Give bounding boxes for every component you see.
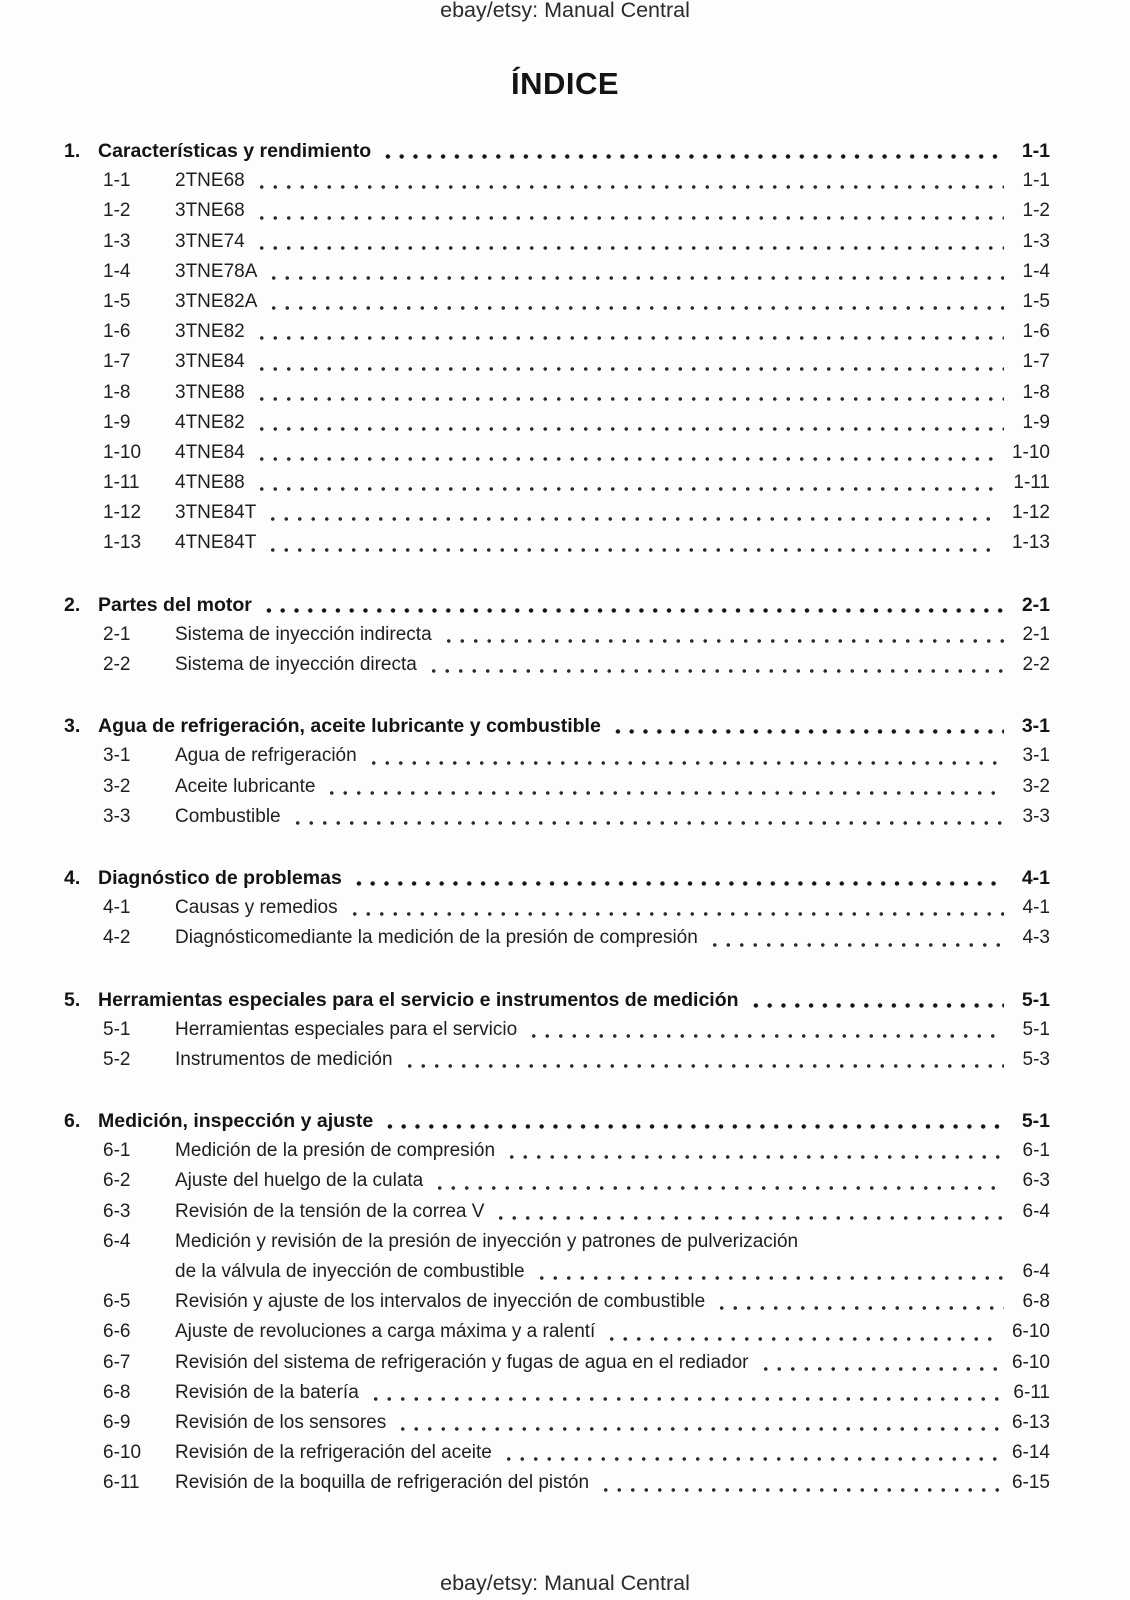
toc-entry [64,257,1050,287]
entry-number: 1-13 [103,532,142,554]
entry-title-continuation: de la válvula de inyección de combustible [175,1261,525,1282]
entry-title: 3TNE84T [175,502,257,524]
toc-entry [64,1287,1050,1317]
toc-section [64,711,1050,832]
dot-leader [749,985,1004,1015]
entry-page-number: 1-11 [1013,472,1050,494]
section-number: 6. [64,1110,81,1133]
entry-page-number: 1-5 [1022,290,1050,312]
toc-entry [64,227,1050,257]
dot-leader [266,528,1000,558]
entry-number: 1-1 [103,170,131,192]
entry-page-number: 3-3 [1022,805,1050,827]
entry-number: 4-2 [103,927,131,949]
dot-leader [427,650,1004,680]
dot-leader [369,1378,1002,1408]
section-title: Diagnóstico de problemas [98,866,342,889]
toc-entry [64,1408,1050,1438]
entry-title: Revisión del sistema de refrigeración y fugas de agua en el rediador [175,1351,749,1373]
entry-number: 1-8 [103,381,131,403]
entry-number: 1-6 [103,321,131,343]
entry-title: Agua de refrigeración [175,745,357,767]
entry-page-number: 6-3 [1022,1170,1050,1192]
dot-leader [611,711,1004,741]
entry-page-number: 1-6 [1022,321,1050,343]
entry-title: 4TNE84T [175,532,257,554]
entry-number: 3-3 [103,805,131,827]
toc-section-heading [64,136,1050,166]
entry-page-number: 6-8 [1022,1291,1050,1313]
toc-section [64,863,1050,954]
entry-number: 2-2 [103,654,131,675]
toc-section [64,590,1050,681]
entry-title: 4TNE88 [175,472,245,494]
page-title: ÍNDICE [510,66,620,101]
entry-title: Sistema de inyección directa [175,654,417,675]
entry-number: 1-3 [103,230,131,252]
section-page-number: 5-1 [1021,988,1050,1011]
toc-entry [64,1438,1050,1468]
toc-entry [64,347,1050,377]
dot-leader [502,1438,1000,1468]
entry-number: 5-2 [103,1048,131,1070]
toc-entry [64,1045,1050,1075]
toc-entry [64,650,1050,680]
entry-title: Revisión de la tensión de la correa V [175,1200,485,1222]
entry-title: Revisión de la boquilla de refrigeración del pistón [175,1472,590,1494]
entry-page-number: 1-10 [1011,441,1050,463]
entry-number: 6-2 [103,1170,131,1192]
entry-number: 1-12 [103,502,142,524]
dot-leader [267,257,1004,287]
dot-leader [348,893,1004,923]
entry-title: Ajuste del huelgo de la culata [175,1170,424,1192]
entry-title: 3TNE68 [175,200,245,222]
toc-entry [64,1197,1050,1227]
dot-leader [599,1468,1000,1498]
entry-number: 3-2 [103,775,131,797]
toc-section [64,985,1050,1076]
entry-number: 6-5 [103,1291,131,1313]
section-number: 2. [64,593,81,616]
entry-title: 4TNE84 [175,441,245,463]
dot-leader [255,378,1004,408]
dot-leader [266,498,1000,528]
section-page-number: 5-1 [1021,1110,1050,1133]
entry-page-number: 6-4 [1022,1261,1050,1282]
toc-entry [64,528,1050,558]
entry-page-number: 2-2 [1022,654,1050,675]
entry-title: Medición de la presión de compresión [175,1140,496,1162]
toc-section-heading [64,590,1050,620]
toc-entry [64,1317,1050,1347]
dot-leader [383,1106,1004,1136]
toc-entry [64,287,1050,317]
entry-number: 1-11 [103,472,140,494]
toc-entry [64,498,1050,528]
entry-page-number: 1-4 [1022,260,1050,282]
entry-number: 1-2 [103,200,131,222]
entry-page-number: 1-2 [1022,200,1050,222]
section-page-number: 4-1 [1021,866,1050,889]
entry-page-number: 6-10 [1011,1321,1050,1343]
section-page-number: 3-1 [1021,715,1050,738]
entry-page-number: 1-7 [1022,351,1050,373]
entry-title: Herramientas especiales para el servicio [175,1018,518,1040]
dot-leader [255,317,1004,347]
toc-section-heading [64,863,1050,893]
section-page-number: 1-1 [1021,140,1050,162]
toc-entry [64,893,1050,923]
entry-number: 5-1 [103,1018,131,1040]
dot-leader [381,136,1004,166]
entry-page-number: 6-13 [1011,1411,1050,1433]
section-title: Medición, inspección y ajuste [98,1110,374,1133]
toc-entry [64,923,1050,953]
entry-number: 6-3 [103,1200,131,1222]
entry-title: Sistema de inyección indirecta [175,623,432,645]
toc-entry [64,802,1050,832]
dot-leader [255,438,1000,468]
dot-leader [396,1408,1000,1438]
entry-page-number: 3-1 [1022,745,1050,767]
dot-leader [291,802,1004,832]
entry-page-number: 5-3 [1022,1048,1050,1070]
header-watermark: ebay/etsy: Manual Central [440,0,690,22]
toc-entry-continuation [64,1257,1050,1287]
toc-entry [64,772,1050,802]
entry-page-number: 6-14 [1011,1442,1050,1464]
dot-leader [255,196,1004,226]
entry-number: 6-1 [103,1140,131,1162]
entry-number: 6-8 [103,1381,131,1403]
toc-section-heading [64,711,1050,741]
section-title: Partes del motor [98,593,252,616]
dot-leader [535,1257,1004,1287]
entry-number: 6-6 [103,1321,131,1343]
section-number: 3. [64,715,81,738]
dot-leader [367,741,1004,771]
entry-page-number: 1-3 [1022,230,1050,252]
toc-entry [64,1015,1050,1045]
dot-leader [255,408,1004,438]
dot-leader [262,590,1004,620]
dot-leader [255,166,1004,196]
toc-entry [64,317,1050,347]
toc-entry [64,1227,1050,1257]
entry-title: Combustible [175,805,281,827]
entry-number: 4-1 [103,897,131,919]
entry-number: 6-11 [103,1472,140,1494]
entry-number: 6-9 [103,1411,131,1433]
toc-entry [64,1136,1050,1166]
footer-watermark: ebay/etsy: Manual Central [440,1571,690,1595]
section-title: Herramientas especiales para el servicio e instrumentos de medición [98,988,739,1011]
entry-number: 6-7 [103,1351,131,1373]
toc-entry [64,1378,1050,1408]
section-number: 1. [64,140,81,162]
entry-title: 3TNE74 [175,230,245,252]
section-title: Agua de refrigeración, aceite lubricante y combustible [98,715,601,738]
dot-leader [708,923,1004,953]
dot-leader [352,863,1004,893]
toc-entry [64,1348,1050,1378]
toc-entry [64,1166,1050,1196]
entry-page-number: 4-1 [1022,897,1050,919]
table-of-contents [64,136,1050,1499]
dot-leader [505,1136,1004,1166]
entry-page-number: 6-11 [1013,1381,1050,1403]
entry-page-number: 5-1 [1022,1018,1050,1040]
dot-leader [494,1197,1004,1227]
entry-page-number: 1-9 [1022,411,1050,433]
dot-leader [442,620,1004,650]
dot-leader [433,1166,1004,1196]
toc-entry [64,438,1050,468]
toc-entry [64,468,1050,498]
entry-title: Ajuste de revoluciones a carga máxima y a ralentí [175,1321,596,1343]
dot-leader [255,347,1004,377]
entry-page-number: 6-15 [1011,1472,1050,1494]
entry-number: 3-1 [103,745,131,767]
section-title: Características y rendimiento [98,140,372,162]
section-number: 4. [64,866,81,889]
entry-title: Instrumentos de medición [175,1048,393,1070]
entry-page-number: 1-1 [1022,170,1050,192]
entry-title: 3TNE82 [175,321,245,343]
toc-entry [64,196,1050,226]
entry-number: 1-7 [103,351,131,373]
entry-number: 1-4 [103,260,131,282]
entry-title: Revisión de la refrigeración del aceite [175,1442,492,1464]
entry-title: Aceite lubricante [175,775,316,797]
entry-title: Revisión y ajuste de los intervalos de inyección de combustible [175,1291,706,1313]
entry-title: 3TNE84 [175,351,245,373]
section-page-number: 2-1 [1021,593,1050,616]
dot-leader [715,1287,1004,1317]
toc-entry [64,1468,1050,1498]
entry-page-number: 1-12 [1011,502,1050,524]
dot-leader [255,468,1002,498]
entry-page-number: 1-8 [1022,381,1050,403]
entry-page-number: 1-13 [1011,532,1050,554]
toc-section-heading [64,985,1050,1015]
entry-title: Causas y remedios [175,897,338,919]
dot-leader [527,1015,1004,1045]
entry-title: 2TNE68 [175,170,245,192]
entry-title: Revisión de los sensores [175,1411,387,1433]
toc-entry [64,378,1050,408]
dot-leader [325,772,1004,802]
entry-title: Medición y revisión de la presión de inyección y patrones de pulverización [175,1230,799,1252]
dot-leader [255,227,1004,257]
dot-leader [267,287,1004,317]
entry-title: Revisión de la batería [175,1381,359,1403]
section-number: 5. [64,988,81,1011]
entry-page-number: 2-1 [1022,623,1050,645]
toc-section [64,136,1050,559]
dot-leader [808,1227,1038,1257]
entry-title: 3TNE88 [175,381,245,403]
toc-entry [64,166,1050,196]
toc-entry [64,620,1050,650]
entry-title: 3TNE78A [175,260,258,282]
toc-entry [64,408,1050,438]
entry-number: 6-4 [103,1230,131,1252]
dot-leader [759,1348,1000,1378]
toc-section [64,1106,1050,1498]
dot-leader [605,1317,1000,1347]
entry-number: 1-10 [103,441,142,463]
entry-number: 2-1 [103,623,131,645]
dot-leader [403,1045,1004,1075]
entry-number: 6-10 [103,1442,142,1464]
toc-section-heading [64,1106,1050,1136]
entry-page-number: 6-1 [1022,1140,1050,1162]
entry-page-number: 3-2 [1022,775,1050,797]
entry-page-number: 6-4 [1022,1200,1050,1222]
entry-number: 1-9 [103,411,131,433]
entry-title: 3TNE82A [175,290,258,312]
entry-number: 1-5 [103,290,131,312]
entry-title: 4TNE82 [175,411,245,433]
entry-page-number: 4-3 [1022,927,1050,949]
entry-page-number: 6-10 [1011,1351,1050,1373]
toc-entry [64,741,1050,771]
entry-title: Diagnósticomediante la medición de la presión de compresión [175,927,698,949]
